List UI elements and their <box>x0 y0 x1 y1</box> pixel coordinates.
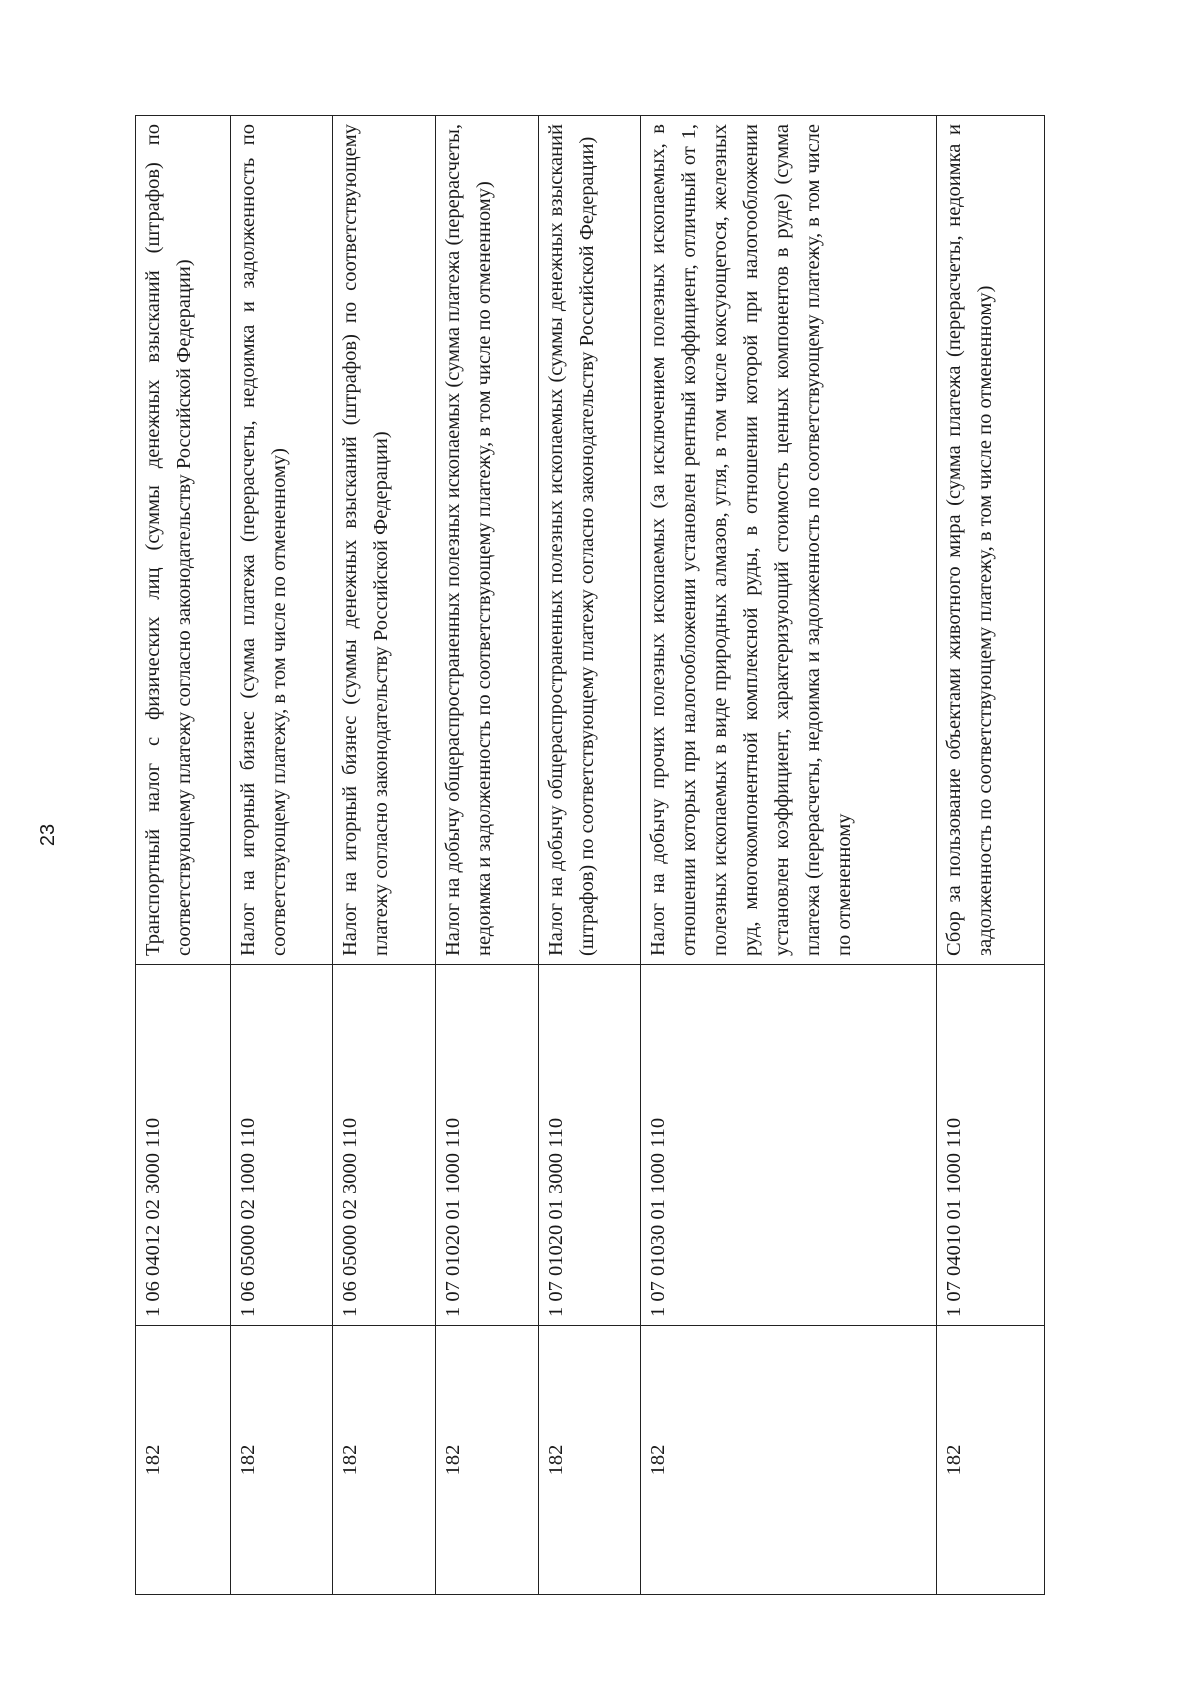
kbk-code-cell: 1 06 04012 02 3000 110 <box>136 965 231 1326</box>
description-cell: Налог на добычу общераспространенных полезных ископаемых (сумма платежа (перерасчеты, недоимка и задолженность по соответствующему платежу, в том числе по отмененному) <box>436 116 539 965</box>
table-row <box>333 116 436 1595</box>
page-number: 23 <box>37 823 59 847</box>
admin-code-cell: 182 <box>936 1326 1044 1595</box>
admin-code-cell: 182 <box>436 1326 539 1595</box>
admin-code-cell: 182 <box>136 1326 231 1595</box>
admin-code-cell: 182 <box>230 1326 333 1595</box>
table-row <box>641 116 937 1595</box>
admin-code-cell: 182 <box>641 1326 937 1595</box>
description-cell: Налог на игорный бизнес (суммы денежных взысканий (штрафов) по соответствующему платежу согласно законодательству Российской Федерации) <box>333 116 436 965</box>
table-row <box>230 116 333 1595</box>
kbk-code-cell: 1 07 01020 01 3000 110 <box>538 965 641 1326</box>
description-cell: Сбор за пользование объектами животного мира (сумма платежа (перерасчеты, недоимка и задолженность по соответствующему платежу, в том числе по отмененному) <box>936 116 1044 965</box>
description-cell: Налог на игорный бизнес (сумма платежа (перерасчеты, недоимка и задолженность по соответствующему платежу, в том числе по отмененному) <box>230 116 333 965</box>
kbk-code-cell: 1 07 04010 01 1000 110 <box>936 965 1044 1326</box>
kbk-code-cell: 1 07 01030 01 1000 110 <box>641 965 937 1326</box>
budget-classification-table <box>135 115 1045 1595</box>
kbk-code-cell: 1 06 05000 02 3000 110 <box>333 965 436 1326</box>
kbk-code-cell: 1 06 05000 02 1000 110 <box>230 965 333 1326</box>
admin-code-cell: 182 <box>333 1326 436 1595</box>
table-row <box>436 116 539 1595</box>
description-cell: Налог на добычу прочих полезных ископаемых (за исключением полезных ископаемых, в отношении которых при налогообложении установлен рентный коэффициент, отличный от 1, полезных ископаемых в виде природных алмазов, угля, в том числе коксующегося, железных руд, многокомпонентной комплексной руды, в отношении которой при налогообложении установлен коэффициент, характеризующий стоимость ценных компонентов в руде) (сумма платежа (перерасчеты, недоимка и задолженность по соответствующему платежу, в том числе по отмененному <box>641 116 937 965</box>
kbk-code-cell: 1 07 01020 01 1000 110 <box>436 965 539 1326</box>
description-cell: Транспортный налог с физических лиц (суммы денежных взысканий (штрафов) по соответствующему платежу согласно законодательству Российской Федерации) <box>136 116 231 965</box>
table-row <box>538 116 641 1595</box>
table-row <box>136 116 231 1595</box>
description-cell: Налог на добычу общераспространенных полезных ископаемых (суммы денежных взысканий (штрафов) по соответствующему платежу согласно законодательству Российской Федерации) <box>538 116 641 965</box>
table-row <box>936 116 1044 1595</box>
table-container <box>135 115 1045 1595</box>
admin-code-cell: 182 <box>538 1326 641 1595</box>
